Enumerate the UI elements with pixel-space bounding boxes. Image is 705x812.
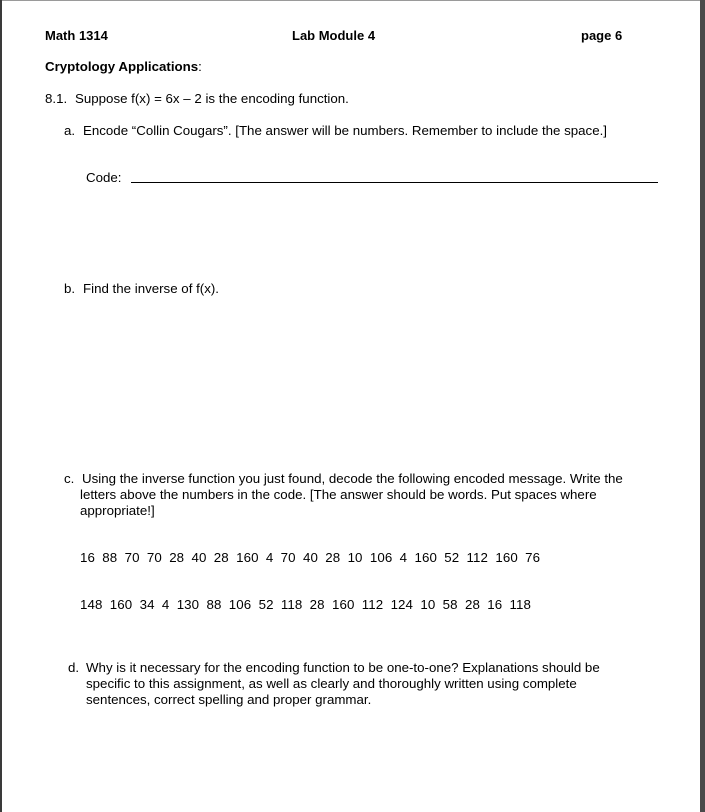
- encoded-number: 34: [139, 597, 155, 612]
- encoded-number: 70: [124, 550, 140, 565]
- encoded-number: 88: [102, 550, 118, 565]
- part-b-label: b.: [64, 281, 76, 296]
- encoded-number: 118: [509, 597, 532, 612]
- encoded-number: 10: [347, 550, 363, 565]
- module-title: Lab Module 4: [292, 28, 376, 43]
- page-number: page 6: [581, 28, 623, 43]
- problem-number: 8.1.: [45, 91, 68, 106]
- part-d-text: Why is it necessary for the encoding function to be one-to-one? Explanations should be specific to this assignment, as well as clearly and thoroughly written using complete sentences, correct spelling and proper grammar.: [86, 660, 600, 707]
- encoded-number: 28: [309, 597, 325, 612]
- encoded-number: 88: [206, 597, 222, 612]
- encoded-number: 160: [109, 597, 133, 612]
- encoded-number: 118: [280, 597, 303, 612]
- encoded-number: 52: [444, 550, 460, 565]
- encoded-number: 28: [325, 550, 341, 565]
- encoded-number: 28: [464, 597, 480, 612]
- section-heading: [45, 59, 202, 74]
- encoded-number: 10: [420, 597, 436, 612]
- code-answer-line[interactable]: [131, 182, 658, 183]
- encoded-number: 106: [228, 597, 252, 612]
- encoded-number: 16: [487, 597, 503, 612]
- encoded-number: 130: [176, 597, 200, 612]
- encoded-number: 4: [161, 597, 170, 612]
- encoded-number: 160: [236, 550, 259, 565]
- part-c-text: Using the inverse function you just found, decode the following encoded message. Write the letters above the numbers in the code. [The answer should be words. Put spaces where appropriate!]: [80, 471, 623, 518]
- encoded-number: 112: [361, 597, 384, 612]
- page-right-edge: [700, 0, 705, 812]
- encoded-number: 160: [495, 550, 518, 565]
- encoded-number: 28: [169, 550, 185, 565]
- encoded-number: 40: [191, 550, 207, 565]
- encoded-number: 4: [265, 550, 274, 565]
- encoded-number: 160: [414, 550, 437, 565]
- encoded-number: 124: [390, 597, 414, 612]
- encoded-number: 70: [146, 550, 162, 565]
- encoded-number: 28: [213, 550, 229, 565]
- course-title: Math 1314: [45, 28, 108, 43]
- section-title-colon: :: [198, 59, 202, 74]
- encoded-number: 106: [369, 550, 393, 565]
- part-c-label: c.: [64, 471, 75, 486]
- encoded-line-1: [80, 550, 547, 565]
- part-a-label: a.: [64, 123, 76, 138]
- problem-statement: Suppose f(x) = 6x – 2 is the encoding function.: [75, 91, 349, 106]
- part-b-text: Find the inverse of f(x).: [83, 281, 219, 296]
- encoded-number: 148: [80, 597, 103, 612]
- page-top-edge: [0, 0, 705, 1]
- encoded-line-2: [80, 597, 538, 612]
- encoded-number: 112: [466, 550, 489, 565]
- encoded-number: 58: [442, 597, 458, 612]
- code-label: Code:: [86, 170, 122, 185]
- encoded-number: 16: [80, 550, 95, 565]
- encoded-number: 160: [331, 597, 355, 612]
- encoded-number: 76: [525, 550, 541, 565]
- page-left-edge: [0, 0, 2, 812]
- part-d-label: d.: [68, 660, 80, 675]
- encoded-number: 70: [280, 550, 296, 565]
- part-a-text: Encode “Collin Cougars”. [The answer will be numbers. Remember to include the space.]: [83, 123, 607, 138]
- encoded-number: 40: [302, 550, 318, 565]
- section-title: Cryptology Applications: [45, 59, 199, 74]
- encoded-number: 52: [258, 597, 274, 612]
- encoded-number: 4: [399, 550, 408, 565]
